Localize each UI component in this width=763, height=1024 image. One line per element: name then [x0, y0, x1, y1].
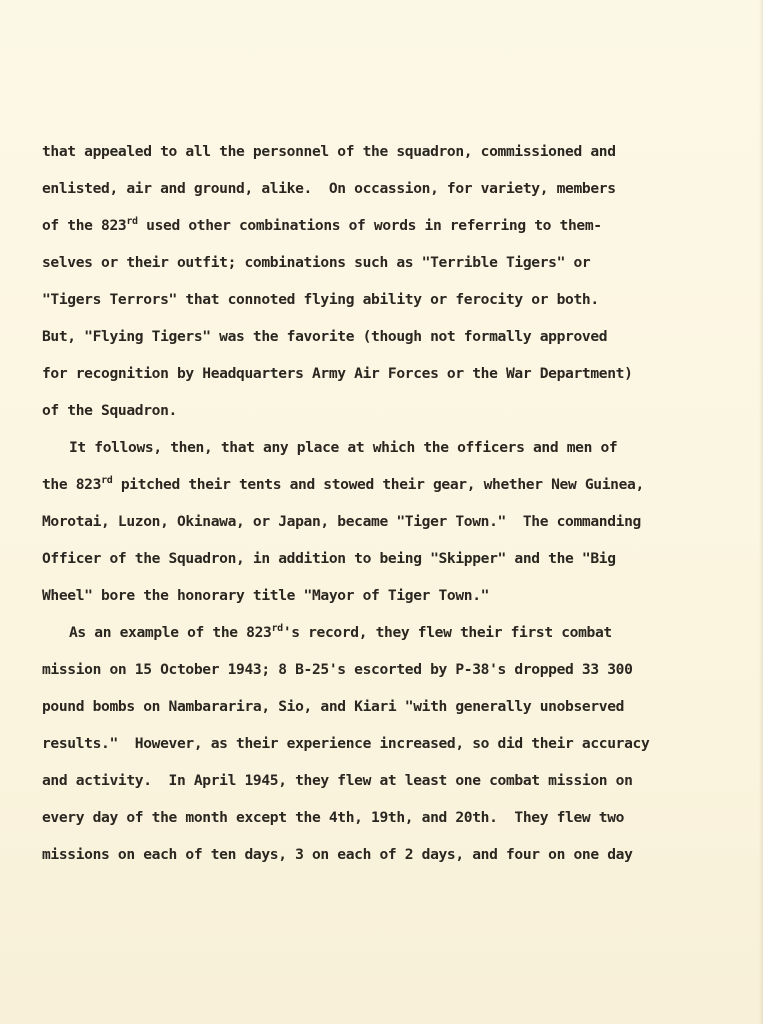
text-line: enlisted, air and ground, alike. On occassion, for variety, members — [42, 180, 616, 197]
text-segment: As an example of the 823 — [69, 624, 272, 641]
text-line: Morotai, Luzon, Okinawa, or Japan, became "Tiger Town." The commanding — [42, 513, 641, 530]
page-edge — [759, 0, 763, 1024]
text-line: selves or their outfit; combinations such as "Terrible Tigers" or — [42, 254, 591, 271]
text-line: results." However, as their experience increased, so did their accuracy — [42, 735, 650, 752]
text-line — [42, 475, 644, 495]
text-line: But, "Flying Tigers" was the favorite (though not formally approved — [42, 328, 608, 345]
text-line: Officer of the Squadron, in addition to being "Skipper" and the "Big — [42, 550, 616, 567]
superscript: rd — [271, 623, 283, 634]
text-line — [69, 623, 612, 643]
superscript: rd — [101, 475, 113, 486]
text-segment: pitched their tents and stowed their gear, whether New Guinea, — [112, 476, 644, 493]
text-line — [42, 216, 602, 236]
text-line: It follows, then, that any place at which the officers and men of — [69, 439, 618, 456]
text-segment: the 823 — [42, 476, 102, 493]
text-line: pound bombs on Nambararira, Sio, and Kiari "with generally unobserved — [42, 698, 625, 715]
text-line: of the Squadron. — [42, 402, 177, 419]
text-line: and activity. In April 1945, they flew at least one combat mission on — [42, 772, 633, 789]
text-line: Wheel" bore the honorary title "Mayor of Tiger Town." — [42, 587, 490, 604]
superscript: rd — [126, 216, 138, 227]
text-line: every day of the month except the 4th, 19th, and 20th. They flew two — [42, 809, 625, 826]
text-line: mission on 15 October 1943; 8 B-25's escorted by P-38's dropped 33 300 — [42, 661, 633, 678]
text-line: for recognition by Headquarters Army Air Forces or the War Department) — [42, 365, 633, 382]
text-segment: used other combinations of words in referring to them- — [137, 217, 602, 234]
text-segment: of the 823 — [42, 217, 127, 234]
text-segment: 's record, they flew their first combat — [282, 624, 612, 641]
text-line: "Tigers Terrors" that connoted flying ability or ferocity or both. — [42, 291, 599, 308]
text-line: missions on each of ten days, 3 on each of 2 days, and four on one day — [42, 846, 633, 863]
text-line: that appealed to all the personnel of the squadron, commissioned and — [42, 143, 616, 160]
